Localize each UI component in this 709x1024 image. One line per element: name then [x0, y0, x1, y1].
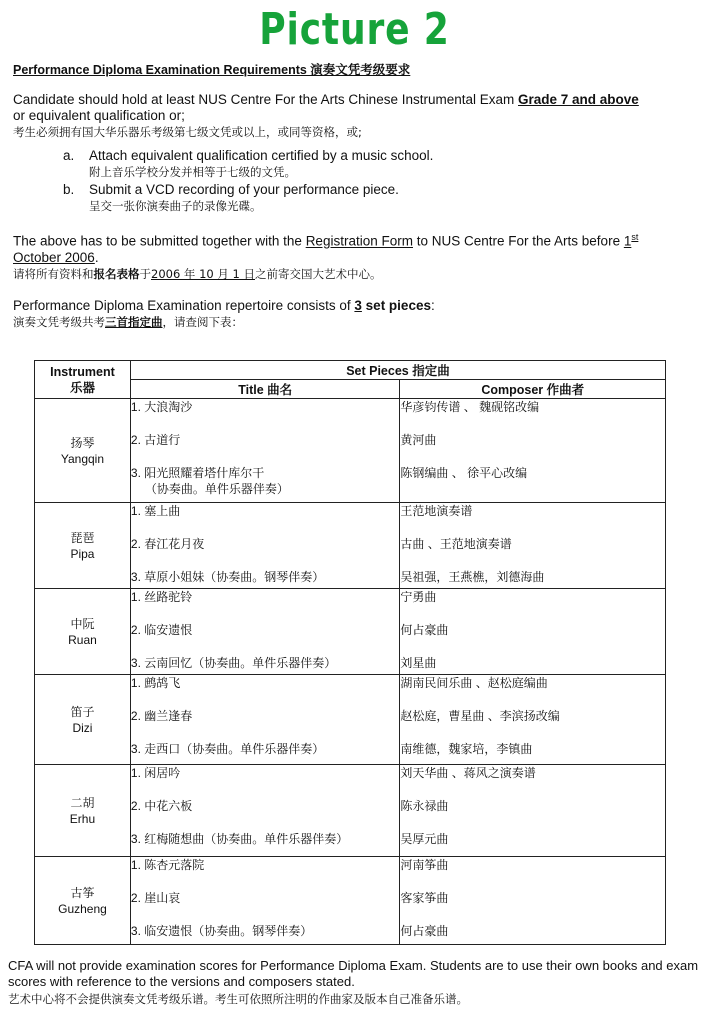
table-row [35, 857, 666, 945]
instrument-cell [35, 765, 131, 857]
repertoire-part: Performance Diploma Examination repertoire consists of [13, 297, 355, 313]
composer-3: 刘星曲 [400, 656, 437, 670]
submission-end: . [94, 249, 99, 265]
instrument-zh: 笛子 [70, 704, 95, 719]
title-cell [130, 503, 400, 589]
title-cell [130, 765, 400, 857]
instrument-en: Erhu [69, 811, 96, 826]
deadline-suffix: st [631, 232, 639, 242]
composer-1: 河南筝曲 [400, 858, 449, 872]
submission-zh-part: 于 [139, 266, 151, 281]
title-3-note: （协奏曲。单件乐器伴奏） [144, 482, 289, 496]
composer-header: Composer 作曲者 [400, 380, 666, 399]
title-cell [130, 589, 400, 675]
instrument-zh: 琵琶 [70, 530, 95, 545]
composer-3: 何占豪曲 [400, 924, 449, 938]
title-3: 3. 临安遗恨（协奏曲。钢琴伴奏） [130, 924, 313, 938]
submission-zh-part: 请将所有资料和 [13, 266, 94, 281]
instrument-cell [35, 857, 131, 945]
document-body [13, 60, 703, 330]
set-piece-count-zh: 三首指定曲 [105, 314, 163, 329]
repertoire-zh [13, 314, 703, 330]
instrument-en: Guzheng [58, 901, 107, 916]
composer-1: 刘天华曲 、蒋风之演奏谱 [400, 766, 536, 780]
instrument-zh: 二胡 [70, 795, 95, 810]
repertoire-table [34, 360, 666, 945]
requirement-zh: 考生必须拥有国大华乐器乐考级第七级文凭或以上，或同等资格，或; [13, 125, 362, 139]
option-a [63, 148, 703, 180]
composer-2: 黄河曲 [400, 433, 437, 447]
table-row [35, 399, 666, 503]
submission-zh-part: 之前寄交国大艺术中心。 [255, 266, 382, 281]
grade-requirement: Grade 7 and above [518, 92, 639, 107]
repertoire-zh-part: 演奏文凭考级共考 [13, 314, 105, 329]
title-header: Title 曲名 [130, 380, 400, 399]
title-3: 3. 走西口（协奏曲。单件乐器伴奏） [130, 742, 325, 756]
title-1: 1. 闲居吟 [130, 766, 181, 780]
composer-3: 陈钢编曲 、 徐平心改编 [400, 466, 528, 480]
deadline-month: October 2006 [13, 249, 95, 265]
option-marker: a. [63, 148, 75, 163]
title-cell [130, 399, 400, 503]
composer-3: 吴祖强，王燕樵，刘德海曲 [400, 570, 545, 584]
requirement-line2: or equivalent qualification or; [13, 108, 185, 123]
deadline-day: 1 [623, 233, 632, 249]
set-pieces-header: Set Pieces 指定曲 [130, 361, 665, 380]
requirement-text [13, 92, 703, 124]
title-cell [130, 675, 400, 765]
title-2: 2. 春江花月夜 [130, 537, 205, 551]
composer-2: 客家筝曲 [400, 891, 449, 905]
instrument-zh: 古筝 [70, 885, 95, 900]
picture-banner: Picture 2 [259, 4, 450, 55]
composer-cell [400, 589, 666, 675]
table-header-row [35, 361, 666, 380]
title-1: 1. 鹧鸪飞 [130, 676, 181, 690]
submission-part: The above has to be submitted together with the [13, 233, 306, 249]
composer-2: 赵松庭，曹星曲 、李滨扬改编 [400, 709, 560, 723]
instrument-cell [35, 503, 131, 589]
option-text-zh: 附上音乐学校分发并相等于七级的文凭。 [89, 165, 296, 179]
table-row [35, 675, 666, 765]
deadline-zh: 2006 年 10 月 1 日 [151, 266, 255, 281]
composer-1: 宁勇曲 [400, 590, 437, 604]
instrument-header [35, 361, 131, 399]
title-2: 2. 崖山哀 [130, 891, 181, 905]
title-3: 3. 草原小姐妹（协奏曲。钢琴伴奏） [130, 570, 325, 584]
repertoire-zh-part: ，请查阅下表： [162, 314, 243, 329]
title-1: 1. 塞上曲 [130, 504, 181, 518]
instrument-cell [35, 675, 131, 765]
title-1: 1. 陈杏元落院 [130, 858, 205, 872]
composer-1: 王范地演奏谱 [400, 504, 473, 518]
composer-3: 吴厚元曲 [400, 832, 449, 846]
submission-zh [13, 266, 703, 282]
composer-3: 南维德，魏家培，李镇曲 [400, 742, 533, 756]
footer-zh: 艺术中心将不会提供演奏文凭考级乐谱。考生可依照所注明的作曲家及版本自己准备乐谱。 [8, 992, 468, 1006]
instrument-en: Yangqin [60, 451, 105, 466]
title-1: 1. 大浪淘沙 [130, 400, 193, 414]
title-2: 2. 中花六板 [130, 799, 193, 813]
option-b [63, 182, 703, 214]
composer-2: 古曲 、王范地演奏谱 [400, 537, 512, 551]
instrument-en: Pipa [70, 546, 95, 561]
instrument-cell [35, 399, 131, 503]
repertoire-colon: : [430, 297, 435, 313]
instrument-zh: 扬琴 [70, 435, 95, 450]
set-pieces-label: set pieces [361, 297, 431, 313]
composer-cell [400, 399, 666, 503]
composer-cell [400, 675, 666, 765]
title-3: 3. 云南回忆（协奏曲。单件乐器伴奏） [130, 656, 337, 670]
set-piece-count: 3 [354, 297, 362, 313]
table-row [35, 503, 666, 589]
option-text: Attach equivalent qualification certified by a music school. [89, 148, 434, 163]
option-marker: b. [63, 182, 75, 197]
page-heading: Performance Diploma Examination Requirements 演奏文凭考级要求 [13, 63, 411, 77]
composer-cell [400, 503, 666, 589]
composer-1: 华彦钧传谱 、 魏砚铭改编 [400, 400, 540, 414]
instrument-header-en: Instrument [50, 364, 115, 379]
title-2: 2. 幽兰逢春 [130, 709, 193, 723]
title-2: 2. 临安遗恨 [130, 623, 193, 637]
option-text-zh: 呈交一张你演奏曲子的录像光碟。 [89, 199, 262, 213]
instrument-header-zh: 乐器 [69, 380, 95, 395]
composer-cell [400, 765, 666, 857]
instrument-en: Ruan [68, 632, 97, 647]
composer-2: 陈永禄曲 [400, 799, 449, 813]
submission-text [13, 229, 703, 266]
instrument-cell [35, 589, 131, 675]
repertoire-text [13, 298, 703, 314]
title-2: 2. 古道行 [130, 433, 181, 447]
footer-note [8, 958, 703, 1007]
registration-form-link[interactable]: Registration Form [305, 233, 413, 249]
submission-part: to NUS Centre For the Arts before [412, 233, 624, 249]
composer-cell [400, 857, 666, 945]
composer-1: 湖南民间乐曲 、赵松庭编曲 [400, 676, 548, 690]
title-cell [130, 857, 400, 945]
title-3: 3. 红梅随想曲（协奏曲。单件乐器伴奏） [130, 832, 349, 846]
requirement-line1: Candidate should hold at least NUS Centre For the Arts Chinese Instrumental Exam [13, 92, 519, 107]
title-3: 3. 阳光照耀着塔什库尔干 [130, 466, 265, 480]
option-text: Submit a VCD recording of your performance piece. [89, 182, 399, 197]
table-row [35, 589, 666, 675]
options-list [63, 148, 703, 214]
composer-2: 何占豪曲 [400, 623, 449, 637]
registration-form-zh: 报名表格 [93, 266, 140, 281]
footer-en: CFA will not provide examination scores for Performance Diploma Exam. Students are to use their own books and exam scores with reference to the versions and composers stated. [8, 958, 699, 989]
table-row [35, 765, 666, 857]
title-1: 1. 丝路驼铃 [130, 590, 193, 604]
instrument-en: Dizi [72, 720, 93, 735]
instrument-zh: 中阮 [70, 616, 95, 631]
